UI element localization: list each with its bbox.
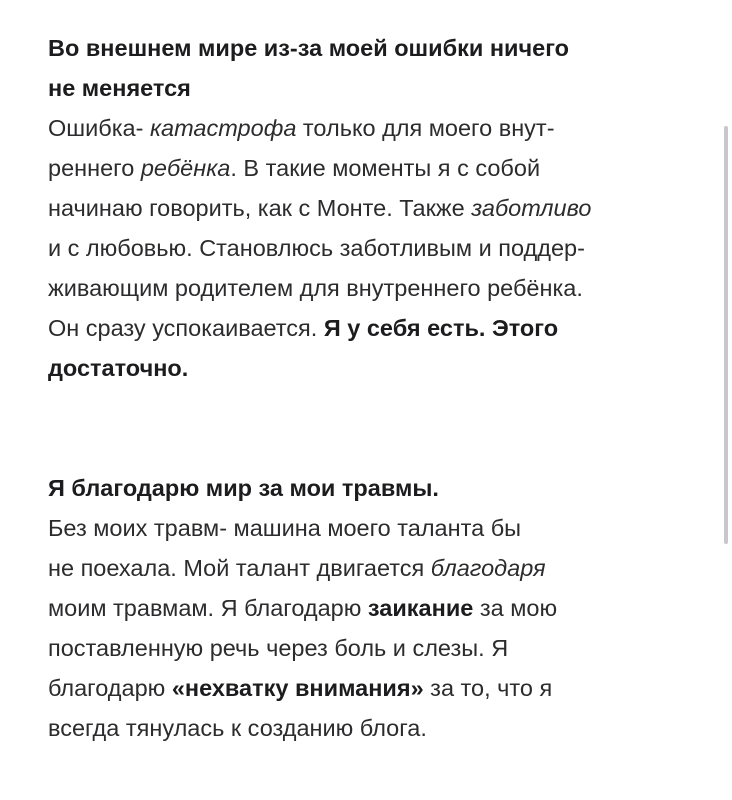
paragraph-line xyxy=(48,148,698,188)
italic-text: ребёнка xyxy=(140,155,231,181)
text-run: Он сразу успокаивается. xyxy=(48,315,324,341)
text-run: благодарю xyxy=(48,675,172,701)
vertical-scrollbar[interactable] xyxy=(724,126,728,544)
text-run: начинаю говорить, как с Монте. Также xyxy=(48,195,472,221)
bold-text: «нехватку внимания» xyxy=(171,675,424,701)
section-paragraph xyxy=(48,508,698,748)
bold-text: достаточно. xyxy=(48,355,189,381)
text-run: . В такие моменты я с собой xyxy=(230,155,541,181)
paragraph-line: всегда тянулась к созданию блога. xyxy=(48,715,427,741)
italic-text: катастрофа xyxy=(149,115,297,141)
italic-text: заботливо xyxy=(471,195,592,221)
text-run: за мою xyxy=(473,595,558,621)
paragraph-line xyxy=(48,588,698,628)
article-content xyxy=(48,28,698,748)
text-run: реннего xyxy=(48,155,141,181)
section-heading xyxy=(48,28,698,108)
section-paragraph xyxy=(48,108,698,388)
paragraph-line: Без моих травм- машина моего таланта бы xyxy=(48,515,522,541)
text-run: моим травмам. Я благодарю xyxy=(48,595,368,621)
paragraph-line xyxy=(48,308,698,348)
paragraph-line xyxy=(48,348,698,388)
paragraph-line: и с любовью. Становлюсь заботливым и поддер- xyxy=(48,235,585,261)
paragraph-line xyxy=(48,108,698,148)
text-run: только для моего внут- xyxy=(296,115,555,141)
section-heading xyxy=(48,468,698,508)
paragraph-line xyxy=(48,188,698,228)
paragraph-line: живающим родителем для внутреннего ребёнка. xyxy=(48,275,583,301)
text-run: не поехала. Мой талант двигается xyxy=(48,555,431,581)
heading-line: Во внешнем мире из-за моей ошибки ничего xyxy=(48,35,570,61)
bold-text: Я у себя есть. Этого xyxy=(323,315,559,341)
paragraph-line xyxy=(48,668,698,708)
text-run: за то, что я xyxy=(423,675,553,701)
italic-text: благодаря xyxy=(430,555,546,581)
section-gratitude xyxy=(48,468,698,748)
paragraph-line xyxy=(48,548,698,588)
paragraph-line: поставленную речь через боль и слезы. Я xyxy=(48,635,509,661)
heading-line: не меняется xyxy=(48,75,191,101)
bold-text: заикание xyxy=(367,595,474,621)
section-outer-world xyxy=(48,28,698,388)
heading-line: Я благодарю мир за мои травмы. xyxy=(48,475,439,501)
text-run: Ошибка- xyxy=(48,115,150,141)
